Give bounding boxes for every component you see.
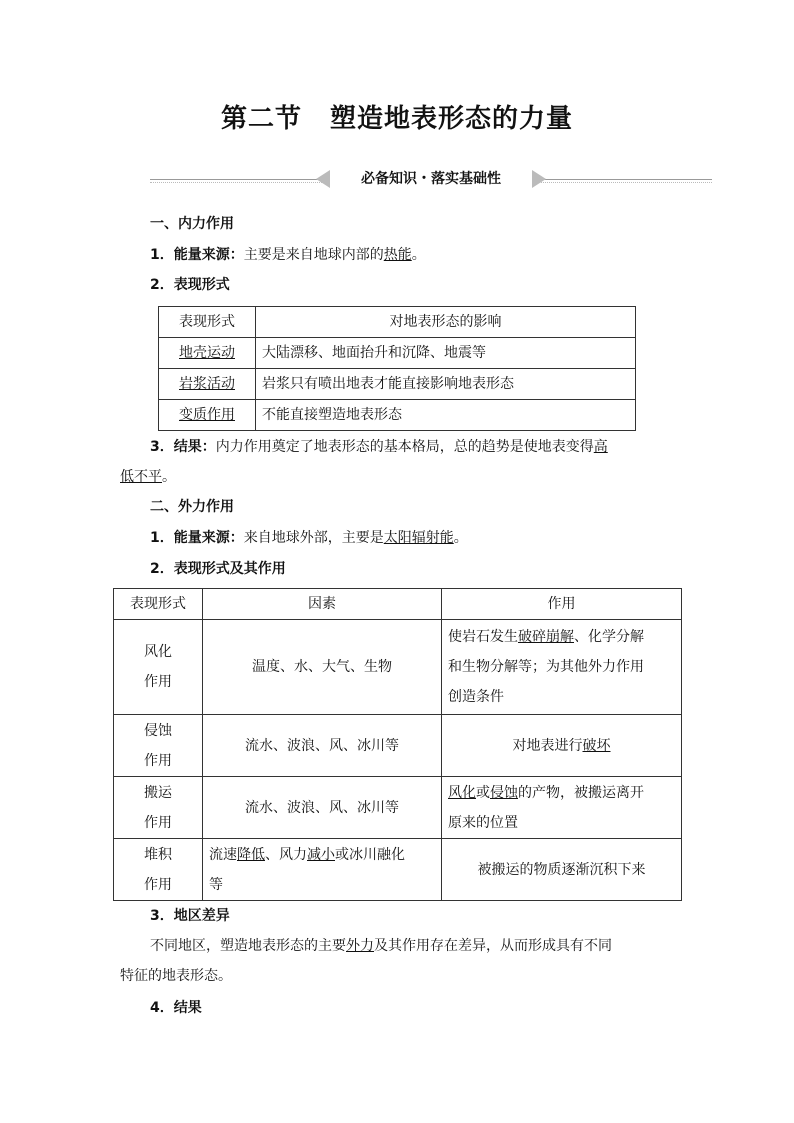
- section-number: 第二节: [220, 104, 302, 134]
- table-row: 堆积 作用 流速降低、风力减小或冰川融化 等 被搬运的物质逐渐沉积下来: [114, 839, 682, 901]
- regional-difference-text: 不同地区，塑造地表形态的主要外力及其作用存在差异，从而形成具有不同 特征的地表形态。: [120, 938, 612, 984]
- regional-difference-heading: 3．地区差异: [150, 908, 230, 924]
- table-header-row: 表现形式 对地表形态的影响: [159, 307, 636, 338]
- external-force-table: [113, 588, 682, 901]
- external-result-heading: 4．结果: [150, 1000, 202, 1016]
- section-banner: [150, 168, 712, 190]
- table-row: 地壳运动 大陆漂移、地面抬升和沉降、地震等: [159, 338, 636, 369]
- external-forms-heading: 2．表现形式及其作用: [150, 561, 286, 577]
- table-row: 侵蚀 作用 流水、波浪、风、冰川等 对地表进行破坏: [114, 715, 682, 777]
- table-row: 岩浆活动 岩浆只有喷出地表才能直接影响地表形态: [159, 369, 636, 400]
- internal-force-table: [158, 306, 636, 431]
- heading-internal-force: 一、内力作用: [150, 216, 234, 232]
- table-row: 变质作用 不能直接塑造地表形态: [159, 400, 636, 431]
- table-row: 风化 作用 温度、水、大气、生物 使岩石发生破碎崩解、化学分解 和生物分解等；为其他外力作用 创造条件: [114, 620, 682, 715]
- page-title: [0, 98, 794, 135]
- internal-result: 3．结果：内力作用奠定了地表形态的基本格局，总的趋势是使地表变得高 低不平。: [120, 439, 608, 485]
- internal-forms-heading: 2．表现形式: [150, 277, 230, 293]
- heading-external-force: 二、外力作用: [150, 499, 234, 515]
- table-header-row: 表现形式 因素 作用: [114, 589, 682, 620]
- table-row: 搬运 作用 流水、波浪、风、冰川等 风化或侵蚀的产物，被搬运离开 原来的位置: [114, 777, 682, 839]
- section-title: 塑造地表形态的力量: [330, 104, 574, 134]
- external-energy-source: 1．能量来源：来自地球外部，主要是太阳辐射能。: [150, 530, 468, 546]
- banner-label: 必备知识・落实基础性: [361, 171, 501, 187]
- internal-energy-source: 1．能量来源：主要是来自地球内部的热能。: [150, 247, 426, 263]
